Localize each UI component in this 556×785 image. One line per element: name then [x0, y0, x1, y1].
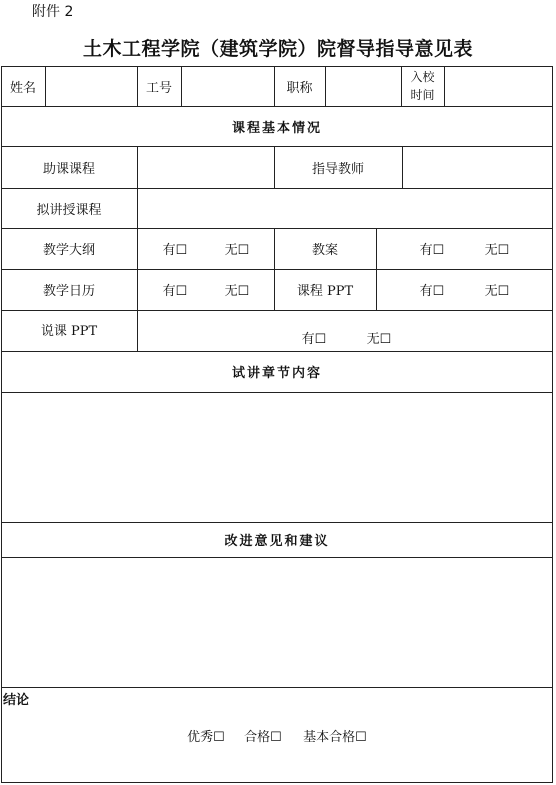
talk-ppt-yes-checkbox[interactable]: 有☐: [301, 331, 327, 347]
calendar-yes-checkbox[interactable]: 有☐: [162, 284, 188, 299]
advisor-label: 指导教师: [311, 161, 364, 177]
entry-label-line2: 时间: [410, 88, 435, 102]
rank-label: 职称: [286, 80, 313, 96]
syllabus-label: 教学大纲: [42, 243, 95, 258]
talk-ppt-no-checkbox[interactable]: 无☐: [366, 331, 392, 347]
planned-course-label: 拟讲授课程: [36, 202, 102, 218]
assist-course-label: 助课课程: [42, 161, 95, 177]
syllabus-yes-checkbox[interactable]: 有☐: [162, 243, 188, 258]
name-label: 姓名: [9, 80, 36, 96]
course-ppt-label: 课程 PPT: [296, 284, 354, 299]
planned-course-field[interactable]: [137, 188, 553, 228]
col-divider: [137, 228, 138, 310]
advice-section-title: 改进意见和建议: [224, 534, 330, 549]
attachment-label: 附件 2: [32, 4, 74, 20]
excellent-checkbox[interactable]: 优秀☐: [187, 729, 225, 745]
calendar-no-checkbox[interactable]: 无☐: [224, 284, 250, 299]
id-field[interactable]: [181, 66, 274, 106]
conclusion-label: 结论: [3, 692, 30, 708]
trial-content-area[interactable]: [1, 392, 553, 522]
course-ppt-no-checkbox[interactable]: 无☐: [484, 284, 510, 299]
name-field[interactable]: [45, 66, 137, 106]
course-ppt-yes-checkbox[interactable]: 有☐: [419, 284, 445, 299]
calendar-label: 教学日历: [42, 284, 95, 299]
rank-field[interactable]: [325, 66, 401, 106]
talk-ppt-label: 说课 PPT: [40, 323, 98, 339]
assist-course-field[interactable]: [137, 146, 274, 188]
syllabus-no-checkbox[interactable]: 无☐: [224, 243, 250, 258]
lesson-plan-no-checkbox[interactable]: 无☐: [484, 243, 510, 258]
entry-date-label: [401, 66, 444, 106]
id-label: 工号: [145, 80, 172, 96]
basic-pass-checkbox[interactable]: 基本合格☐: [303, 729, 367, 745]
col-divider: [376, 228, 377, 310]
lesson-plan-label: 教案: [311, 243, 338, 258]
lesson-plan-yes-checkbox[interactable]: 有☐: [419, 243, 445, 258]
row-divider: [1, 687, 553, 688]
pass-checkbox[interactable]: 合格☐: [244, 729, 282, 745]
advisor-field[interactable]: [402, 146, 553, 188]
form-title: 土木工程学院（建筑学院）院督导指导意见表: [82, 38, 473, 60]
entry-label-line1: 入校: [410, 70, 435, 84]
col-divider: [137, 310, 138, 351]
trial-section-title: 试讲章节内容: [231, 366, 322, 381]
advice-content-area[interactable]: [1, 557, 553, 687]
entry-date-field[interactable]: [444, 66, 553, 106]
course-section-title: 课程基本情况: [231, 120, 322, 136]
